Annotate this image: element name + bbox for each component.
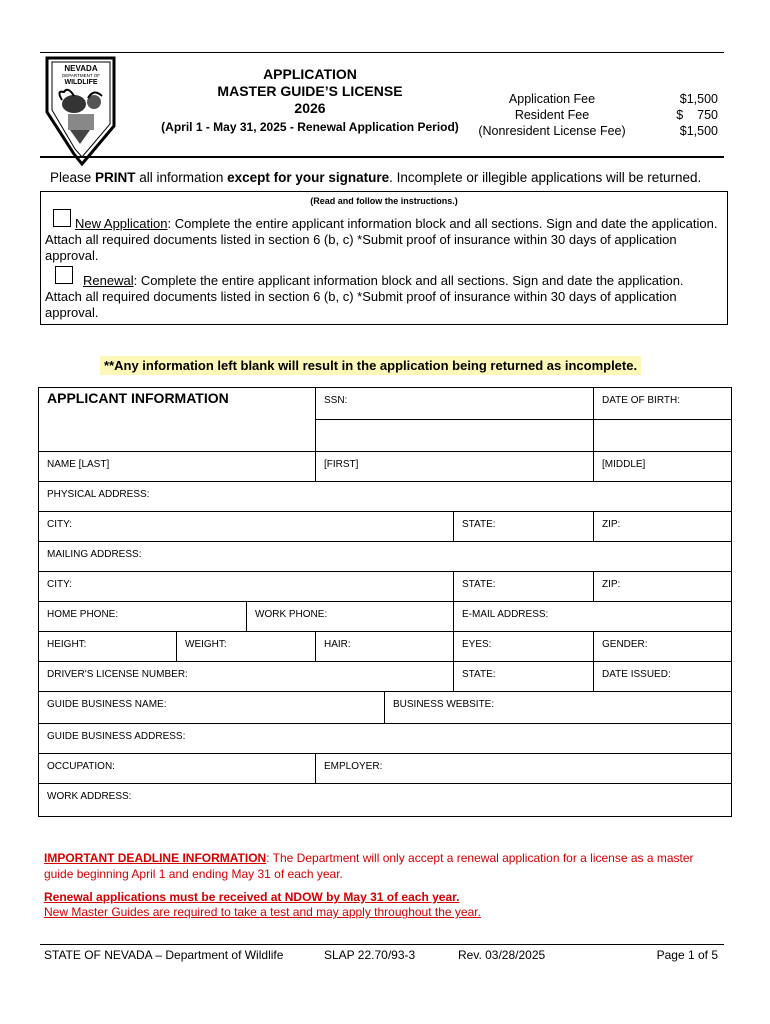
mailing-zip-field[interactable]: ZIP:	[594, 572, 731, 602]
guide-business-name-field[interactable]: GUIDE BUSINESS NAME:	[39, 692, 385, 724]
occupation-field[interactable]: OCCUPATION:	[39, 754, 316, 784]
renewal-period: (April 1 - May 31, 2025 - Renewal Application Period)	[161, 120, 459, 134]
logo-line-2: DEPARTMENT OF	[61, 73, 101, 78]
home-phone-field[interactable]: HOME PHONE:	[39, 602, 247, 632]
gender-field[interactable]: GENDER:	[594, 632, 731, 662]
date-of-birth-field[interactable]: DATE OF BIRTH:	[594, 388, 731, 420]
new-guide-note: New Master Guides are required to take a test and may apply throughout the year.	[44, 905, 481, 919]
header-rule	[40, 156, 724, 158]
ssn-input[interactable]	[316, 420, 594, 452]
print-notice: Please PRINT all information except for your signature. Incomplete or illegible applications will be returned.	[50, 170, 702, 185]
date-of-birth-input[interactable]	[594, 420, 731, 452]
weight-field[interactable]: WEIGHT:	[177, 632, 316, 662]
business-website-field[interactable]: BUSINESS WEBSITE:	[385, 692, 731, 724]
fee-amount: $1,500	[679, 124, 718, 138]
fee-label: Resident Fee	[514, 108, 590, 122]
work-address-field[interactable]: WORK ADDRESS:	[47, 791, 132, 802]
blank-field-warning: **Any information left blank will result in the application being returned as incomplete.	[100, 356, 641, 375]
footer-form-code: SLAP 22.70/93-3	[324, 948, 416, 962]
logo-line-1: NEVADA	[64, 64, 98, 73]
new-application-text: New Application: Complete the entire applicant information block and all sections. Sign and date the application. Attach all required documents listed in section 6 (b, c) *Submit proof of insurance within 30 days of application approval.	[45, 216, 718, 263]
zip-field[interactable]: ZIP:	[594, 512, 731, 542]
ssn-field[interactable]: SSN:	[316, 388, 594, 420]
guide-business-address-field[interactable]: GUIDE BUSINESS ADDRESS:	[39, 724, 731, 754]
height-field[interactable]: HEIGHT:	[39, 632, 177, 662]
footer-page-number: Page 1 of 5	[656, 948, 718, 962]
mailing-address-field[interactable]: MAILING ADDRESS:	[39, 542, 731, 572]
form-title-line-1: APPLICATION	[263, 66, 357, 82]
city-field[interactable]: CITY:	[39, 512, 454, 542]
last-name-field[interactable]: NAME [LAST]	[39, 452, 316, 482]
renewal-deadline: Renewal applications must be received at NDOW by May 31 of each year.	[44, 890, 460, 904]
fee-amount: $1,500	[679, 92, 718, 106]
footer-rule	[40, 944, 724, 945]
middle-name-field[interactable]: [MIDDLE]	[594, 452, 731, 482]
instructions-heading: (Read and follow the instructions.)	[310, 196, 458, 206]
physical-address-field[interactable]: PHYSICAL ADDRESS:	[39, 482, 731, 512]
footer-org: STATE OF NEVADA – Department of Wildlife	[44, 948, 284, 962]
fee-amount: $ 750	[676, 108, 718, 122]
first-name-field[interactable]: [FIRST]	[316, 452, 594, 482]
license-state-field[interactable]: STATE:	[454, 662, 594, 692]
instructions-box	[40, 191, 728, 325]
work-phone-field[interactable]: WORK PHONE:	[247, 602, 454, 632]
eyes-field[interactable]: EYES:	[454, 632, 594, 662]
email-field[interactable]: E-MAIL ADDRESS:	[454, 602, 731, 632]
state-field[interactable]: STATE:	[454, 512, 594, 542]
section-title: APPLICANT INFORMATION	[39, 388, 316, 452]
employer-field[interactable]: EMPLOYER:	[316, 754, 731, 784]
fee-label: Application Fee	[508, 92, 596, 106]
renewal-text: Renewal: Complete the entire applicant information block and all sections. Sign and date the application. Attach all required documents listed in section 6 (b, c) *Submit proof of insurance within 30 days of application approval.	[45, 273, 684, 320]
footer-revision: Rev. 03/28/2025	[458, 948, 546, 962]
mailing-city-field[interactable]: CITY:	[39, 572, 454, 602]
mailing-state-field[interactable]: STATE:	[454, 572, 594, 602]
top-rule	[40, 52, 724, 53]
deadline-information: IMPORTANT DEADLINE INFORMATION: The Department will only accept a renewal application for a license as a master guide beginning April 1 and ending May 31 of each year.	[44, 851, 694, 881]
form-title-year: 2026	[294, 100, 326, 116]
logo-line-3: WILDLIFE	[64, 79, 98, 86]
form-title-line-2: MASTER GUIDE’S LICENSE	[217, 83, 403, 99]
date-issued-field[interactable]: DATE ISSUED:	[594, 662, 731, 692]
hair-field[interactable]: HAIR:	[316, 632, 454, 662]
drivers-license-field[interactable]: DRIVER'S LICENSE NUMBER:	[39, 662, 454, 692]
applicant-information-form	[38, 387, 732, 817]
nevada-wildlife-logo	[44, 56, 118, 166]
fee-label: (Nonresident License Fee)	[478, 124, 626, 138]
